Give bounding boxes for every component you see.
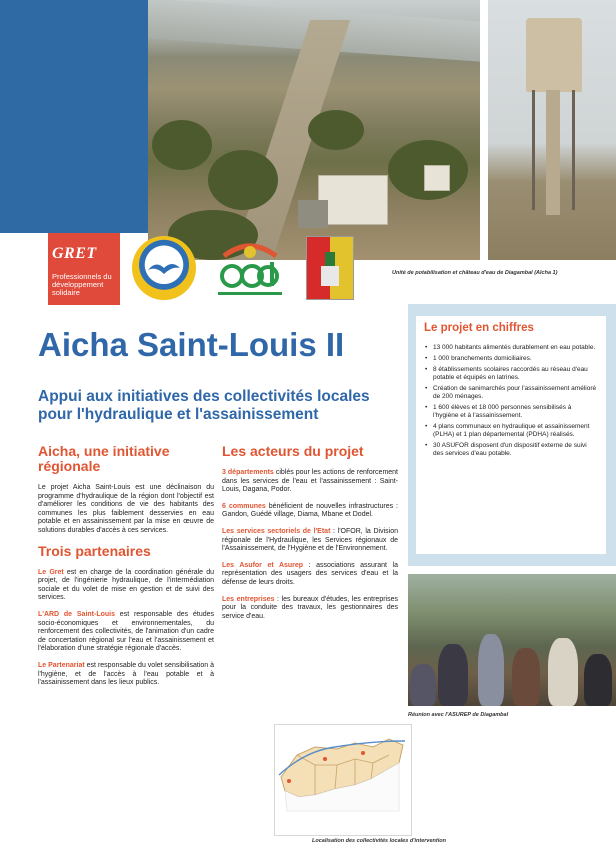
actor-name: Les entreprises (222, 595, 275, 603)
section-title-partners: Trois partenaires (38, 542, 151, 559)
right-column (222, 444, 398, 629)
left-column (38, 444, 214, 696)
initiative-text: Le projet Aicha Saint-Louis est une déclinaison du programme d'hydraulique de la région dont l'objectif est d'améliorer les conditions de vie des habitants des communes les plus faiblement desservies en eau potable et en assainissement par la mise en œuvre de solutions durables d'accès à ces services. (38, 484, 214, 534)
actor-description: ciblés pour les actions de renforcement dans les services de l'eau et l'assainissement : Saint-Louis, Dagana, Podor. (222, 469, 399, 494)
list-item: • 1 600 élèves et 18 000 personnes sensibilisés à l'hygiène et à l'assainissement. (424, 404, 598, 420)
actor-companies (222, 596, 398, 622)
gret-logo (48, 233, 120, 305)
gret-logo-name: GRET (52, 245, 97, 262)
village-aerial-photo (148, 0, 480, 260)
bird-icon (146, 256, 182, 280)
tower-leg (572, 90, 575, 210)
person (584, 654, 612, 706)
person (410, 664, 436, 706)
small-building (424, 165, 450, 191)
partner-partenariat (38, 662, 214, 688)
actor-departments (222, 469, 398, 495)
actor-name: 3 départements (222, 469, 274, 476)
list-item: • 8 établissements scolaires raccordés au réseau d'eau potable et équipés en latrines. (424, 366, 598, 382)
water-tower-photo (488, 0, 616, 260)
partner-description: est responsable du volet sensibilisation à l'hygiène, et de l'accès à l'eau potable et à l'assainissement dans les lieux publics. (38, 661, 214, 687)
partner-gret (38, 569, 214, 603)
actor-name: Les Asufor et Asurep (222, 561, 304, 569)
page-subtitle: Appui aux initiatives des collectivités locales pour l'hydraulique et l'assainissement (38, 388, 370, 423)
actor-description: : l'OFOR, la Division régionale de l'Hydraulique, les Services régionaux de l'Assainissement, de l'Hygiène et de l'Environnement. (222, 527, 398, 553)
partner-ard (38, 611, 214, 654)
senegal-river-map (275, 725, 411, 835)
actor-state-services (222, 528, 398, 554)
actor-communes (222, 503, 398, 520)
section-title-actors: Les acteurs du projet (222, 443, 364, 459)
partenariat-logo (306, 236, 354, 300)
actor-description: : associations assurant la représentation des usagers des services d'eau et la défense de leurs droits. (222, 561, 398, 586)
list-item: • 1 000 branchements domiciliaires. (424, 355, 598, 363)
saint-louis-region-logo (132, 236, 196, 300)
actor-name: Les services sectoriels de l'Etat (222, 527, 331, 535)
actor-description: : les bureaux d'études, les entreprises pour la conduite des travaux, les gestionnaires des service d'eau. (222, 595, 398, 620)
section-title-initiative: Aicha, une initiative régionale (38, 443, 170, 474)
person (548, 638, 578, 706)
ard-logo (208, 236, 292, 300)
key-figures-title: Le projet en chiffres (424, 322, 534, 334)
meeting-photo-caption: Réunion avec l'ASUREP de Diagambal (408, 712, 509, 718)
tower-tank (526, 18, 582, 92)
blue-banner (0, 0, 148, 233)
list-item: • 4 plans communaux en hydraulique et assainissement (PLHA) et 1 plan départemental (PDHA) réalisés. (424, 423, 598, 439)
tower-shaft (546, 90, 560, 215)
actor-name: 6 communes (222, 502, 266, 510)
water-tank (298, 200, 328, 228)
actor-description: bénéficient de nouvelles infrastructures : Gandon, Guédé village, Diama, Mbane et Dodel. (222, 502, 398, 519)
tree (308, 110, 364, 150)
person (512, 648, 540, 706)
treatment-building (318, 175, 388, 225)
tower-leg (532, 90, 535, 210)
page-title: Aicha Saint-Louis II (38, 326, 345, 363)
partner-name: Le Gret (38, 568, 64, 576)
list-item: • 13 000 habitants alimentés durablement en eau potable. (424, 344, 598, 352)
map-caption: Localisation des collectivités locales d'intervention (312, 838, 446, 844)
actor-asufor (222, 562, 398, 588)
partner-name: Le Partenariat (38, 661, 85, 669)
partner-description: est responsable des études socio-économiques et environnementales, du renforcement des collectivités, de l'animation d'un cadre de concertation régional sur l'eau et l'assainissement et l'élaboration d'une stratégie régionale d'accès. (38, 610, 214, 653)
person (438, 644, 468, 706)
key-figures-box (408, 304, 616, 566)
meeting-photo (408, 574, 616, 706)
gret-logo-tagline: Professionnels du développement solidaire (52, 272, 112, 297)
list-item: • Création de sanimarchés pour l'assainissement amélioré de 200 ménages. (424, 385, 598, 401)
list-item: • 30 ASUFOR disposent d'un dispositif externe de suivi des services d'eau potable. (424, 442, 598, 458)
tree (152, 120, 212, 170)
key-figures-panel (416, 316, 606, 554)
intervention-map (274, 724, 412, 836)
key-figures-list (424, 344, 598, 458)
partner-name: L'ARD de Saint-Louis (38, 610, 115, 618)
ard-logo-mark (208, 236, 292, 300)
tower-photo-caption: Unité de potabilisation et château d'eau de Diagambal (Aïcha 1) (392, 270, 558, 276)
tree (208, 150, 278, 210)
partner-description: est en charge de la coordination générale du projet, de l'ingénierie hydraulique, de l'intermédiation sociale et du volet de mise en gestion et de suivi des services. (38, 568, 214, 602)
person (478, 634, 504, 706)
mosque-icon (315, 246, 345, 290)
